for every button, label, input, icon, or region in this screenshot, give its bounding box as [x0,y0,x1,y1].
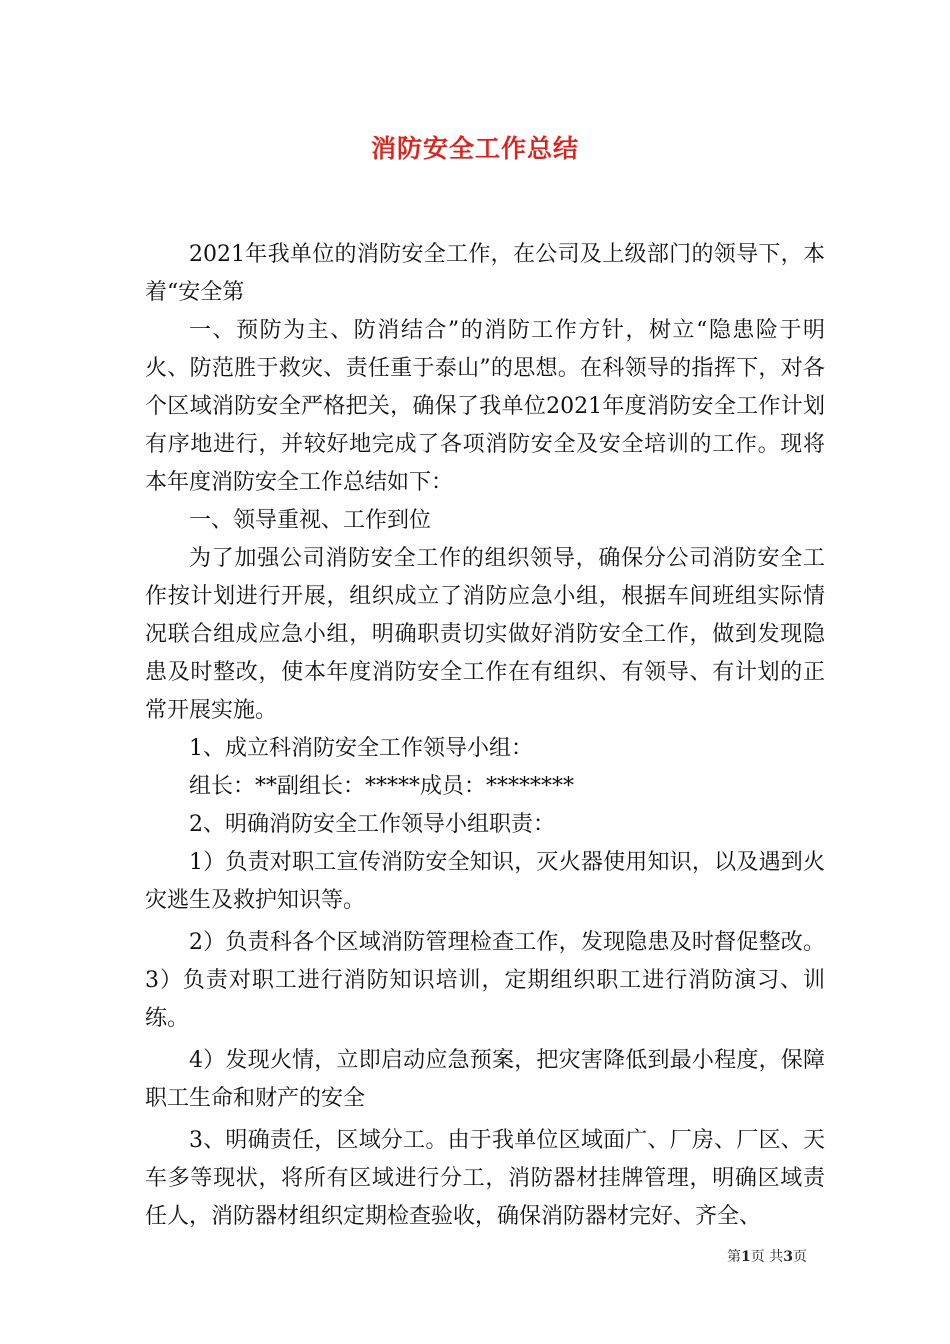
paragraph-policy: 一、预防为主、防消结合”的消防工作方针，树立“隐患险于明火、防范胜于救灾、责任重于泰山”的思想。在科领导的指挥下，对各个区域消防安全严格把关，确保了我单位2021年度消防安全工作计划有序地进行，并较好地完成了各项消防安全及安全培训的工作。现将本年度消防安全工作总结如下： [145,318,825,495]
list-item-3: 3、明确责任，区域分工。由于我单位区域面广、厂房、厂区、天车多等现状，将所有区域进行分工，消防器材挂牌管理，明确区域责任人，消防器材组织定期检查验收，确保消防器材完好、齐全、 [145,1128,825,1229]
footer-middle: 页 共 [750,1249,784,1265]
document-body [145,236,825,1236]
document-title: 消防安全工作总结 [370,134,579,163]
duty-item-2-3: 2）负责科各个区域消防管理检查工作，发现隐患及时督促整改。3）负责对职工进行消防知识培训，定期组织职工进行消防演习、训练。 [145,930,825,1031]
paragraph-members: 组长：**副组长：*****成员：******** [189,774,575,799]
paragraph-intro: 2021年我单位的消防安全工作，在公司及上级部门的领导下，本着“安全第 [145,242,825,305]
footer-total-pages: 3 [783,1249,793,1265]
footer-suffix: 页 [793,1249,807,1265]
section-heading-leadership: 一、领导重视、工作到位 [189,508,432,533]
list-item-1: 1、成立科消防安全工作领导小组： [189,736,533,761]
duty-item-4: 4）发现火情，立即启动应急预案，把灾害降低到最小程度，保障职工生命和财产的安全 [145,1048,825,1111]
list-item-2: 2、明确消防安全工作领导小组职责： [189,812,555,837]
paragraph-organization: 为了加强公司消防安全工作的组织领导，确保分公司消防安全工作按计划进行开展，组织成立了消防应急小组，根据车间班组实际情况联合组成应急小组，明确职责切实做好消防安全工作，做到发现隐患及时整改，使本年度消防安全工作在有组织、有领导、有计划的正常开展实施。 [145,546,825,723]
duty-item-1: 1）负责对职工宣传消防安全知识，灭火器使用知识，以及遇到火灾逃生及救护知识等。 [145,850,825,913]
footer-current-page: 1 [741,1249,751,1265]
footer-prefix: 第 [727,1249,742,1265]
page-number-footer [727,1248,807,1266]
